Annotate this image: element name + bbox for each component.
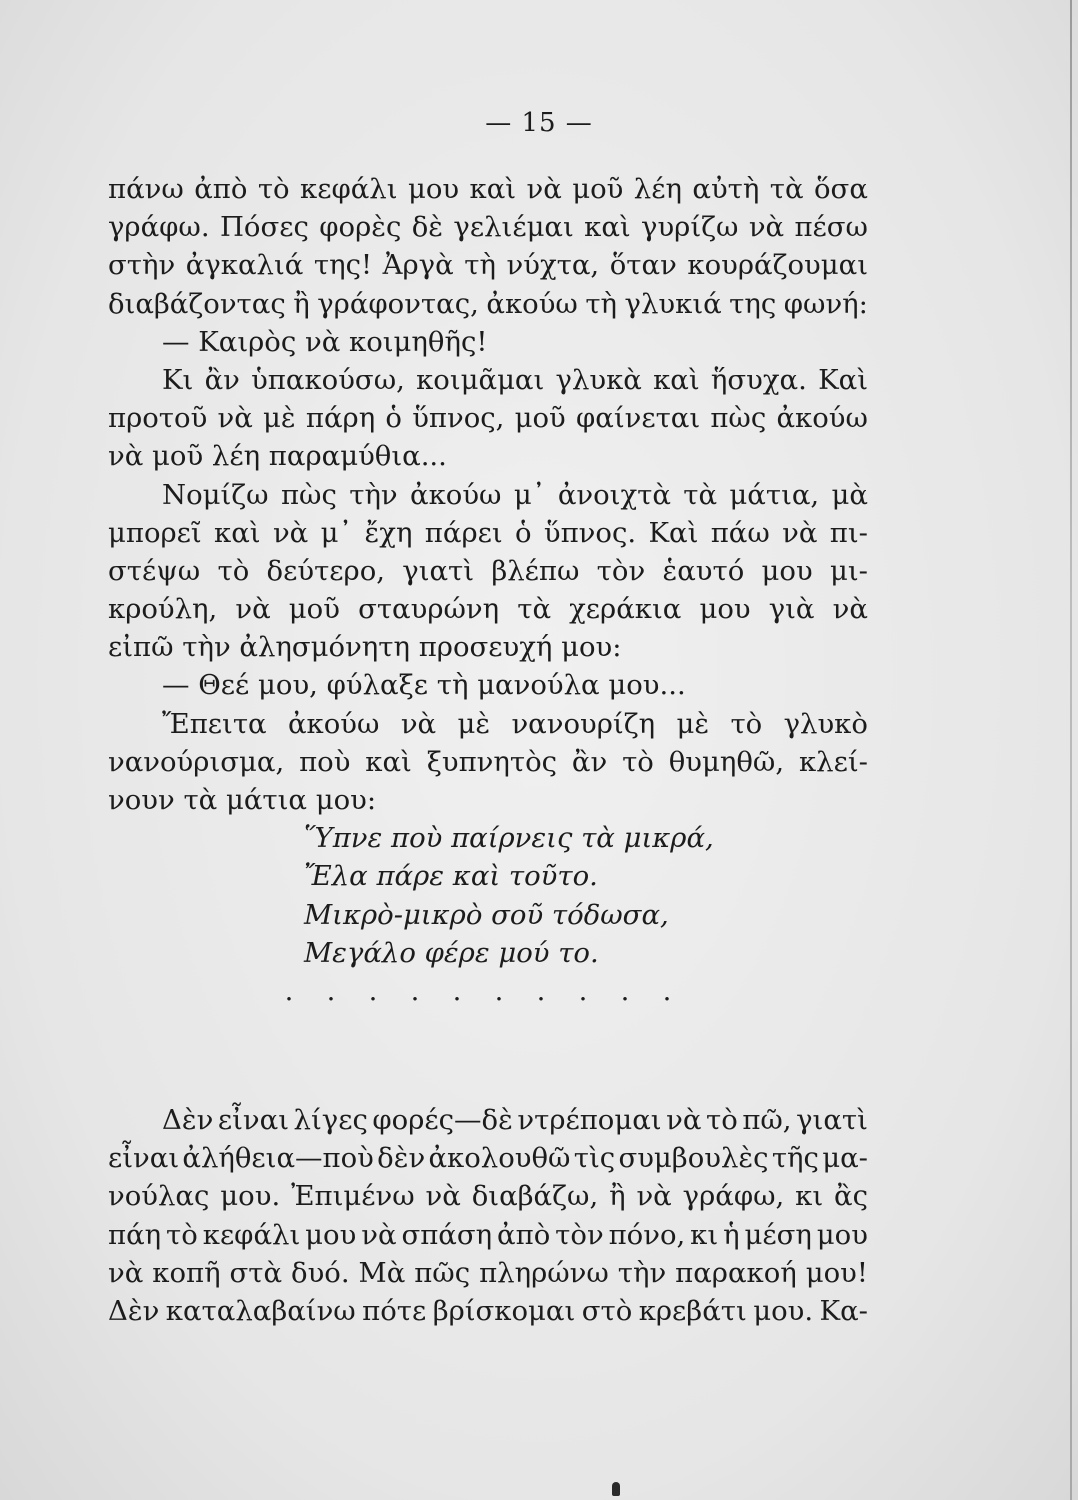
text-line: Ἔλα πάρε καὶ τοῦτο. bbox=[304, 860, 598, 893]
page-edge-shadow bbox=[1070, 0, 1072, 1500]
ink-mark bbox=[612, 1482, 620, 1496]
text-line: νὰ κοπῆ στὰ δυό. Μὰ πῶς πληρώνω τὴν παρακοή μου! bbox=[108, 1256, 868, 1289]
text-block-continuation bbox=[108, 1101, 868, 1330]
text-line: εἶναι ἀλήθεια—ποὺ δὲν ἀκολουθῶ τὶς συμβουλὲς τῆς μα- bbox=[108, 1142, 868, 1175]
text-block-main bbox=[108, 170, 868, 1010]
text-line: γράφω. Πόσες φορὲς δὲ γελιέμαι καὶ γυρίζω νὰ πέσω bbox=[108, 211, 868, 244]
text-line: Ὕπνε ποὺ παίρνεις τὰ μικρά, bbox=[304, 822, 714, 855]
text-line: Δὲν καταλαβαίνω πότε βρίσκομαι στὸ κρεβάτι μου. Κα- bbox=[108, 1294, 868, 1327]
text-line: νούλας μου. Ἐπιμένω νὰ διαβάζω, ἢ νὰ γράφω, κι ἂς bbox=[108, 1180, 868, 1213]
text-line: Νομίζω πὼς τὴν ἀκούω μ᾿ ἀνοιχτὰ τὰ μάτια, μὰ bbox=[162, 478, 868, 511]
text-line: εἰπῶ τὴν ἀλησμόνητη προσευχή μου: bbox=[108, 631, 622, 664]
text-line: Μικρὸ-μικρὸ σοῦ τόδωσα, bbox=[304, 898, 669, 931]
text-line: Κι ἂν ὑπακούσω, κοιμᾶμαι γλυκὰ καὶ ἥσυχα. Καὶ bbox=[162, 363, 868, 396]
text-line: νανούρισμα, ποὺ καὶ ξυπνητὸς ἂν τὸ θυμηθῶ, κλεί- bbox=[108, 745, 868, 778]
text-line: — Θεέ μου, φύλαξε τὴ μανούλα μου... bbox=[162, 669, 686, 702]
text-line: Ἔπειτα ἀκούω νὰ μὲ νανουρίζη μὲ τὸ γλυκὸ bbox=[162, 707, 868, 740]
text-line: πάη τὸ κεφάλι μου νὰ σπάση ἀπὸ τὸν πόνο, κι ἡ μέση μου bbox=[108, 1218, 868, 1251]
text-line: στὴν ἀγκαλιά της! Ἀργὰ τὴ νύχτα, ὅταν κουράζουμαι bbox=[108, 249, 868, 282]
text-line: κρούλη, νὰ μοῦ σταυρώνη τὰ χεράκια μου γιὰ νὰ bbox=[108, 593, 868, 626]
text-line: στέψω τὸ δεύτερο, γιατὶ βλέπω τὸν ἑαυτό μου μι- bbox=[108, 554, 868, 587]
text-line: μπορεῖ καὶ νὰ μ᾿ ἔχη πάρει ὁ ὕπνος. Καὶ πάω νὰ πι- bbox=[108, 516, 868, 549]
text-line: προτοῦ νὰ μὲ πάρη ὁ ὕπνος, μοῦ φαίνεται πὼς ἀκούω bbox=[108, 402, 868, 435]
page-number: — 15 — bbox=[485, 108, 593, 138]
text-line: . . . . . . . . . . bbox=[284, 974, 672, 1007]
text-line: νὰ μοῦ λέη παραμύθια... bbox=[108, 440, 447, 473]
text-line: — Καιρὸς νὰ κοιμηθῆς! bbox=[162, 325, 488, 358]
text-line: Μεγάλο φέρε μού το. bbox=[304, 936, 599, 969]
text-line: νουν τὰ μάτια μου: bbox=[108, 784, 377, 816]
text-line: διαβάζοντας ἢ γράφοντας, ἀκούω τὴ γλυκιά της φωνή: bbox=[108, 287, 868, 320]
text-line: Δὲν εἶναι λίγες φορές—δὲ ντρέπομαι νὰ τὸ πῶ, γιατὶ bbox=[162, 1104, 868, 1136]
text-line: πάνω ἀπὸ τὸ κεφάλι μου καὶ νὰ μοῦ λέη αὐτὴ τὰ ὅσα bbox=[108, 173, 868, 205]
